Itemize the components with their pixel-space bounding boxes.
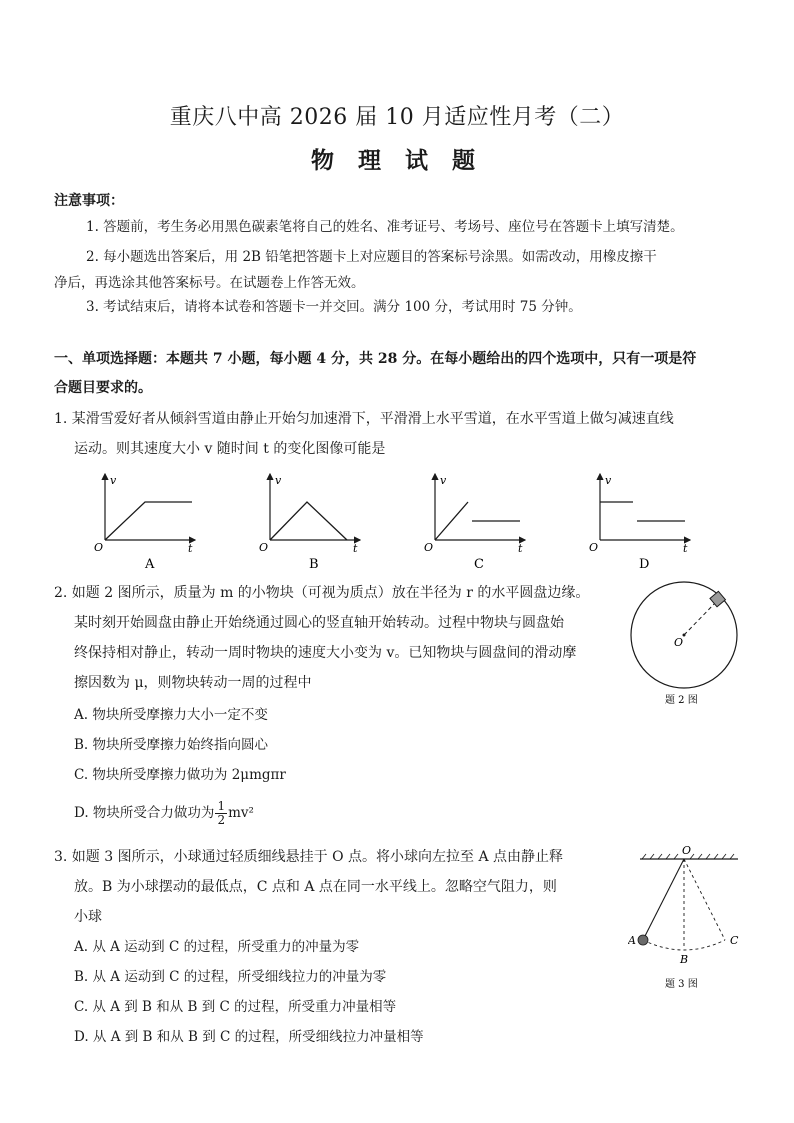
q2-line-2: 某时刻开始圆盘由静止开始绕通过圆心的竖直轴开始转动。过程中物块与圆盘始 <box>74 615 564 631</box>
graph-a-origin: O <box>94 541 104 554</box>
graph-a-t-label: t <box>188 542 193 555</box>
graph-a-v-label: v <box>110 474 117 487</box>
q1-line-1: 1. 某滑雪爱好者从倾斜雪道由静止开始匀加速滑下，平滑滑上水平雪道，在水平雪道上做匀减速直线 <box>54 411 674 427</box>
graph-c-t-label: t <box>518 542 523 555</box>
point-c-label: C <box>730 934 739 947</box>
graph-b-curve <box>270 502 347 540</box>
pivot-label: O <box>682 844 692 857</box>
section-1-heading-line-2: 合题目要求的。 <box>54 380 152 396</box>
notice-item-2-line-1: 2. 每小题选出答案后，用 2B 铅笔把答题卡上对应题目的答案标号涂黑。如需改动，用橡皮擦干 <box>86 249 657 265</box>
graph-a-label: A <box>145 557 155 572</box>
q2-option-d <box>74 798 254 828</box>
q2-figure-caption: 题 2 图 <box>665 695 698 706</box>
radius-line <box>684 600 718 635</box>
q3-line-3: 小球 <box>74 909 102 925</box>
point-b-label: B <box>680 953 689 966</box>
disc-center-label: O <box>674 636 684 649</box>
notice-heading: 注意事项： <box>54 193 124 209</box>
dashed-to-c <box>684 859 725 940</box>
q2-figure <box>628 580 748 710</box>
q1-graphs <box>90 470 710 575</box>
graph-c <box>424 474 525 572</box>
string-line <box>643 859 684 940</box>
graph-c-origin: O <box>424 541 434 554</box>
q2-option-c: C. 物块所受摩擦力做功为 2μmgπr <box>74 767 286 783</box>
q3-option-d: D. 从 A 到 B 和从 B 到 C 的过程，所受细线拉力冲量相等 <box>74 1029 424 1045</box>
graph-b-t-label: t <box>353 542 358 555</box>
graph-c-label: C <box>474 557 484 572</box>
block-icon <box>710 591 725 606</box>
q2-line-3: 终保持相对静止，转动一周时物块的速度大小变为 v。已知物块与圆盘间的滑动摩 <box>74 645 577 661</box>
graph-d <box>589 474 690 572</box>
graph-b-v-label: v <box>275 474 282 487</box>
q2-line-4: 擦因数为 μ，则物块转动一周的过程中 <box>74 675 312 691</box>
q3-option-c: C. 从 A 到 B 和从 B 到 C 的过程，所受重力冲量相等 <box>74 999 397 1015</box>
notice-item-1: 1. 答题前，考生务必用黑色碳素笔将自己的姓名、准考证号、考场号、座位号在答题卡上填写清楚。 <box>86 219 684 235</box>
q2-line-1: 2. 如题 2 图所示，质量为 m 的小物块（可视为质点）放在半径为 r 的水平圆盘边缘。 <box>54 585 590 601</box>
q2-option-d-suffix: mv² <box>228 805 254 821</box>
q3-line-1: 3. 如题 3 图所示，小球通过轻质细线悬挂于 O 点。将小球向左拉至 A 点由静止释 <box>54 849 564 865</box>
graph-d-v-label: v <box>605 474 612 487</box>
ball <box>638 935 648 945</box>
point-a-label: A <box>628 934 636 947</box>
q2-option-b: B. 物块所受摩擦力始终指向圆心 <box>74 737 269 753</box>
graph-b-origin: O <box>259 541 269 554</box>
q2-option-d-num: 1 <box>217 799 226 813</box>
q3-line-2: 放。B 为小球摆动的最低点，C 点和 A 点在同一水平线上。忽略空气阻力，则 <box>74 879 557 895</box>
graph-b-label: B <box>309 557 319 572</box>
q2-option-d-prefix: D. 物块所受合力做功为 <box>74 805 215 821</box>
q3-figure <box>628 842 748 992</box>
q3-figure-caption: 题 3 图 <box>665 979 698 990</box>
graph-d-label: D <box>639 557 650 572</box>
q2-option-d-den: 2 <box>217 813 226 827</box>
graph-c-v-label: v <box>440 474 447 487</box>
section-1-heading-line-1: 一、单项选择题：本题共 7 小题，每小题 4 分，共 28 分。在每小题给出的四个选项中，只有一项是符 <box>54 351 697 367</box>
graph-a-curve <box>105 502 192 540</box>
graph-d-t-label: t <box>683 542 688 555</box>
q1-line-2: 运动。则其速度大小 v 随时间 t 的变化图像可能是 <box>74 441 386 457</box>
subject-title: 物 理 试 题 <box>310 147 484 174</box>
notice-item-2-line-2: 净后，再选涂其他答案标号。在试题卷上作答无效。 <box>54 275 365 291</box>
q3-option-a: A. 从 A 运动到 C 的过程，所受重力的冲量为零 <box>74 939 360 955</box>
graph-d-origin: O <box>589 541 599 554</box>
notice-item-3: 3. 考试结束后，请将本试卷和答题卡一并交回。满分 100 分，考试用时 75 分钟。 <box>86 299 582 315</box>
q2-option-a: A. 物块所受摩擦力大小一定不变 <box>74 707 268 723</box>
exam-title: 重庆八中高 2026 届 10 月适应性月考（二） <box>169 105 625 130</box>
graph-a <box>94 474 195 572</box>
graph-c-rise <box>435 502 468 540</box>
graph-b <box>259 474 360 572</box>
q3-option-b: B. 从 A 运动到 C 的过程，所受细线拉力的冲量为零 <box>74 969 387 985</box>
q2-option-d-fraction <box>215 800 227 827</box>
